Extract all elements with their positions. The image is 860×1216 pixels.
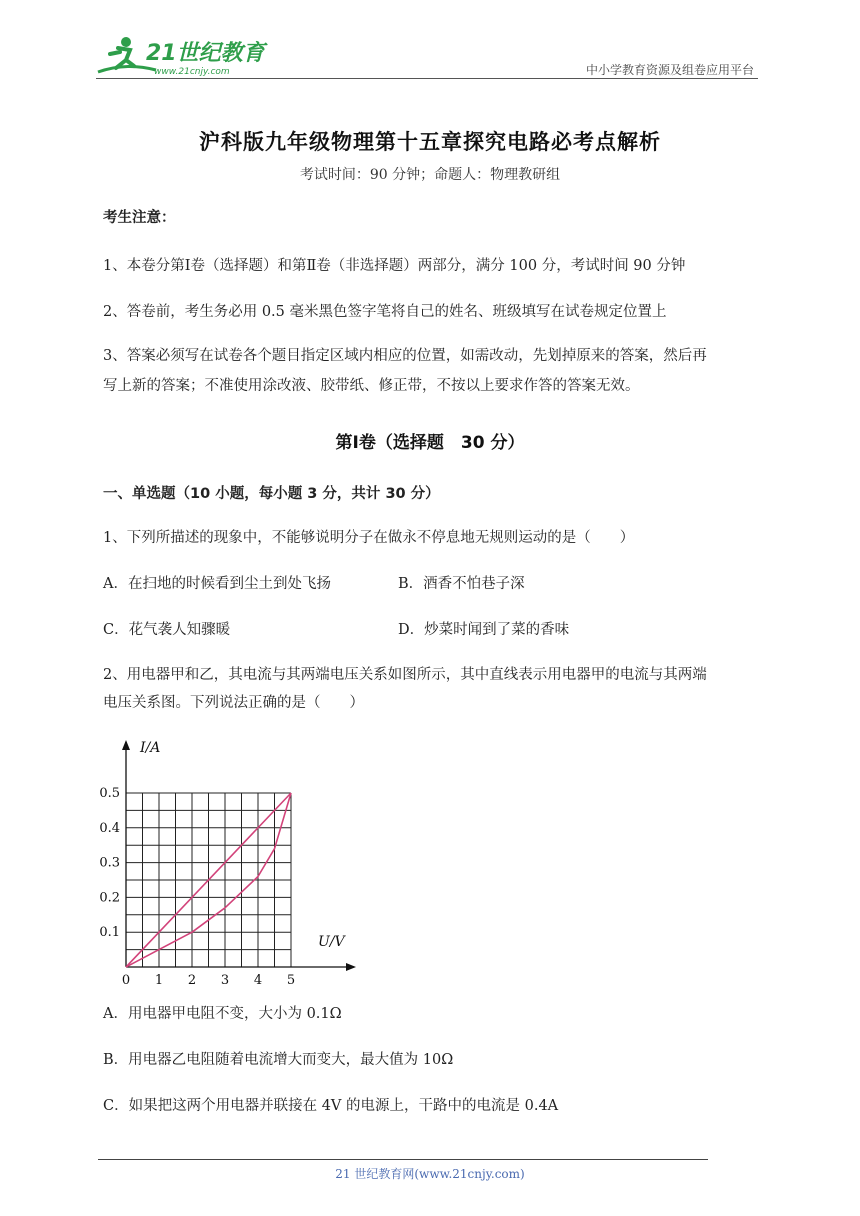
- question-2-option-c[interactable]: C．如果把这两个用电器并联接在 4V 的电源上，干路中的电流是 0.4A: [103, 1098, 559, 1114]
- iv-chart: [96, 730, 366, 988]
- page-title: 沪科版九年级物理第十五章探究电路必考点解析: [199, 130, 661, 154]
- notice-heading: 考生注意：: [103, 210, 176, 226]
- notice-item-3-line2: 写上新的答案；不准使用涂改液、胶带纸、修正带，不按以上要求作答的答案无效。: [103, 378, 640, 394]
- x-tick-label: 1: [154, 973, 164, 988]
- x-tick-label: 5: [286, 973, 296, 988]
- x-axis-label: U/V: [318, 934, 345, 950]
- y-tick-label: 0.5: [99, 786, 120, 801]
- question-1-option-b[interactable]: B．酒香不怕巷子深: [398, 576, 525, 592]
- y-tick-label: 0.1: [99, 925, 120, 941]
- x-tick-label: 4: [253, 973, 263, 988]
- y-axis-arrow: [122, 740, 130, 750]
- y-tick-label: 0.3: [99, 855, 120, 871]
- footer-link[interactable]: 21 世纪教育网(www.21cnjy.com): [335, 1167, 525, 1181]
- question-1-option-d[interactable]: D．炒菜时闻到了菜的香味: [398, 622, 570, 638]
- x-tick-label: 0: [121, 973, 131, 988]
- iv-chart-svg: [96, 730, 366, 988]
- question-1-stem: 1、下列所描述的现象中，不能够说明分子在做永不停息地无规则运动的是（ ）: [103, 530, 635, 546]
- question-2-stem-line1: 2、用电器甲和乙，其电流与其两端电压关系如图所示，其中直线表示用电器甲的电流与其两端: [103, 667, 707, 683]
- logo-text: 21世纪教育: [146, 41, 265, 66]
- question-2-stem-line2: 电压关系图。下列说法正确的是（ ）: [103, 695, 364, 711]
- x-axis-arrow: [346, 963, 356, 971]
- y-tick-label: 0.2: [99, 890, 120, 906]
- section-title: 第Ⅰ卷（选择题 30 分）: [335, 433, 525, 453]
- y-tick-label: 0.4: [99, 820, 120, 836]
- footer-divider: [98, 1159, 708, 1160]
- page-header: [96, 30, 758, 80]
- notice-item-3-line1: 3、答案必须写在试卷各个题目指定区域内相应的位置，如需改动，先划掉原来的答案，然后再: [103, 348, 707, 364]
- header-platform-text: 中小学教育资源及组卷应用平台: [585, 63, 754, 77]
- y-axis-label: I/A: [140, 740, 161, 756]
- notice-item-2: 2、答卷前，考生务必用 0.5 毫米黑色签字笔将自己的姓名、班级填写在试卷规定位置上: [103, 304, 667, 320]
- question-2-option-b[interactable]: B．用电器乙电阻随着电流增大而变大，最大值为 10Ω: [103, 1052, 454, 1068]
- logo-url: www.21cnjy.com: [154, 67, 230, 77]
- site-logo[interactable]: [96, 34, 266, 78]
- exam-info: 考试时间：90 分钟；命题人：物理教研组: [299, 167, 561, 183]
- x-tick-label: 3: [220, 973, 230, 988]
- part-title: 一、单选题（10 小题，每小题 3 分，共计 30 分）: [103, 486, 440, 502]
- question-2-option-a[interactable]: A．用电器甲电阻不变，大小为 0.1Ω: [103, 1006, 342, 1022]
- header-divider: [96, 78, 758, 79]
- x-tick-label: 2: [187, 973, 197, 988]
- question-1-option-a[interactable]: A．在扫地的时候看到尘土到处飞扬: [103, 576, 331, 592]
- notice-item-1: 1、本卷分第Ⅰ卷（选择题）和第Ⅱ卷（非选择题）两部分，满分 100 分，考试时间 90 分钟: [103, 258, 686, 274]
- question-1-option-c[interactable]: C．花气袭人知骤暖: [103, 622, 231, 638]
